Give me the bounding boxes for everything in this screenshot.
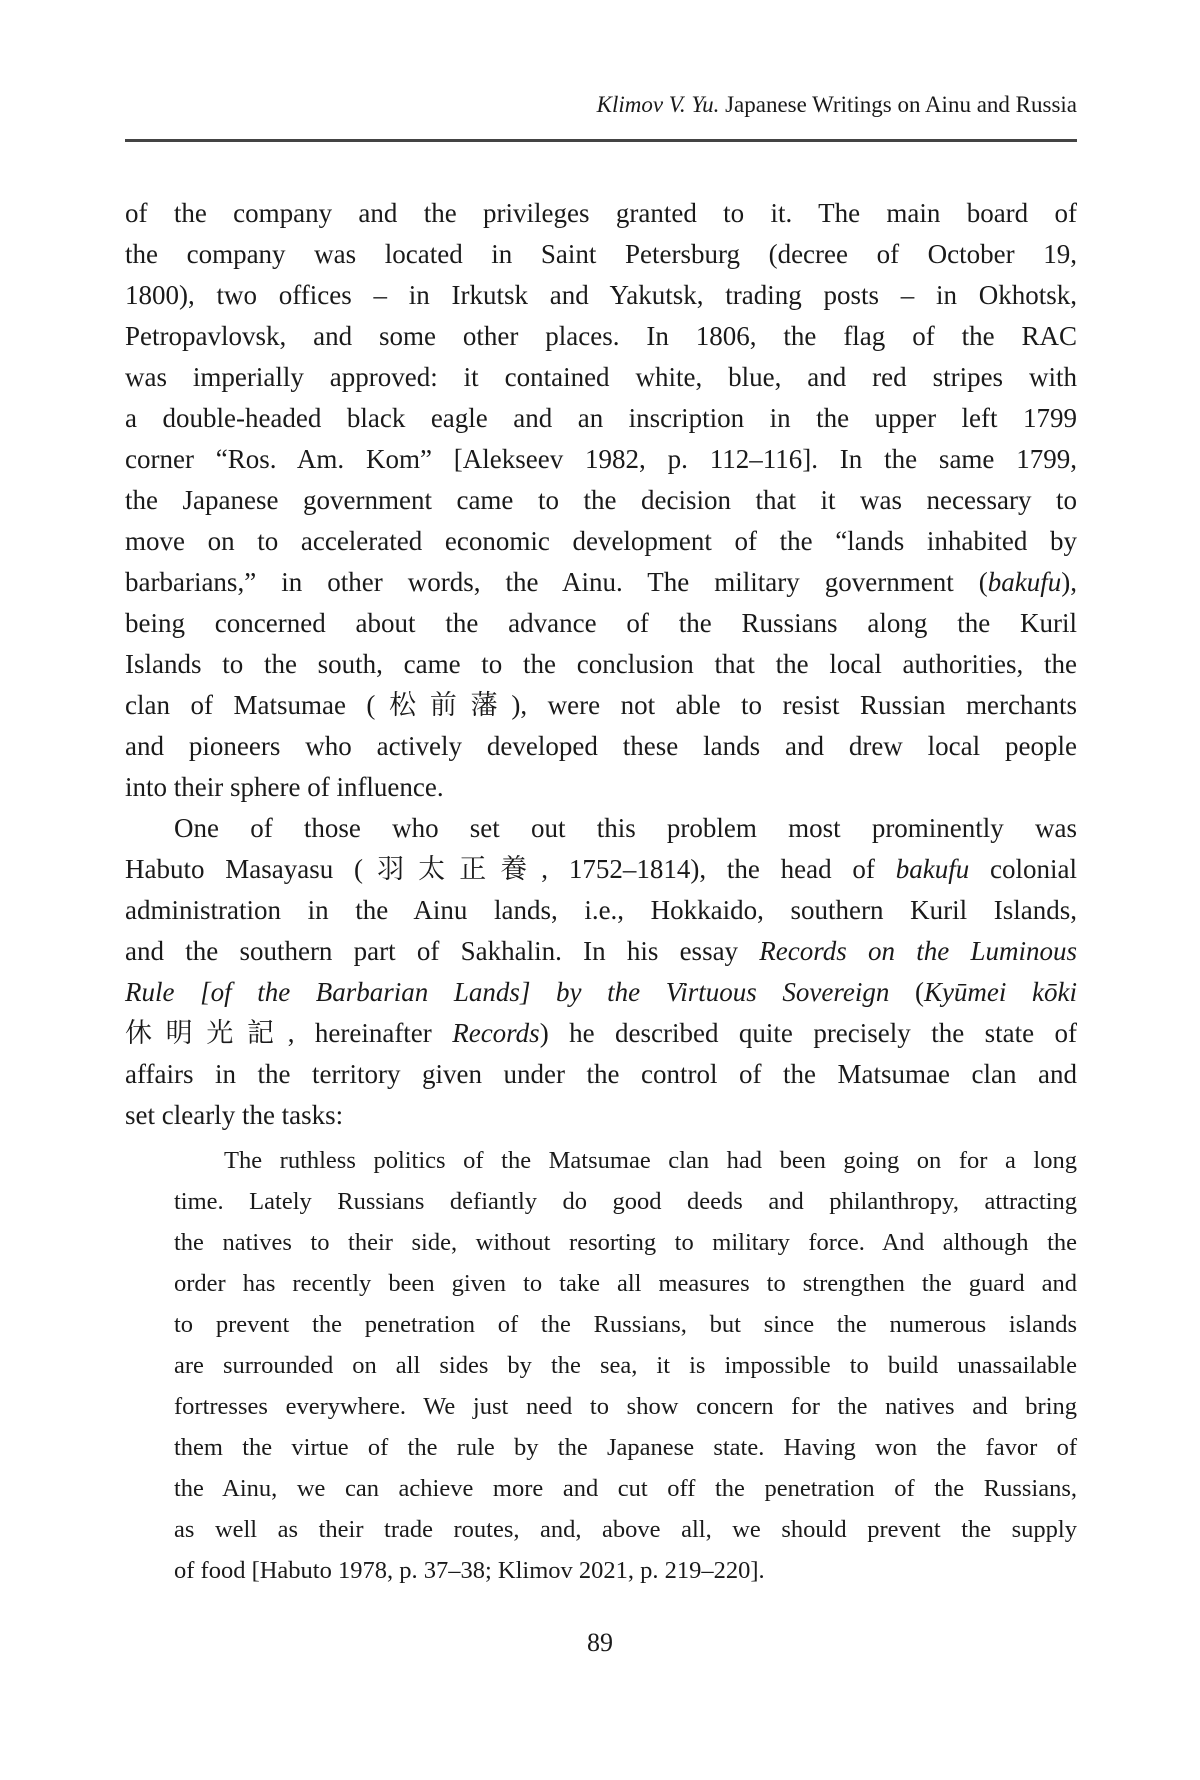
text-line (174, 1386, 1077, 1427)
text-segment: are surrounded on all sides by the sea, it is impossible to build unassailable (174, 1352, 1077, 1379)
header-rule (125, 139, 1077, 142)
text-line (125, 849, 1077, 890)
block-quote (174, 1140, 1077, 1591)
text-segment: to prevent the penetration of the Russians, but since the numerous islands (174, 1311, 1077, 1338)
text-segment: set clearly the tasks: (125, 1100, 344, 1130)
text-line (174, 1345, 1077, 1386)
header-author: Klimov V. Yu. (596, 92, 720, 117)
text-segment: administration in the Ainu lands, i.e., Hokkaido, southern Kuril Islands, (125, 895, 1077, 925)
text-line (174, 1468, 1077, 1509)
text-line (125, 1095, 1077, 1136)
text-segment: clan of Matsumae (松前藩), were not able to resist Russian merchants (125, 690, 1077, 720)
text-segment: a double-headed black eagle and an inscription in the upper left 1799 (125, 403, 1077, 433)
text-line (125, 193, 1077, 234)
italic-text: bakufu (987, 567, 1062, 597)
text-segment: colonial (969, 854, 1077, 884)
italic-text: Records on the Luminous (759, 936, 1077, 966)
text-segment: Islands to the south, came to the conclusion that the local authorities, the (125, 649, 1077, 679)
text-line (174, 1509, 1077, 1550)
text-line (125, 398, 1077, 439)
text-line (125, 1054, 1077, 1095)
page-number: 89 (587, 1628, 613, 1657)
italic-text: Rule [of the Barbarian Lands] by the Virtuous Sovereign (125, 977, 890, 1007)
text-line (174, 1550, 1077, 1591)
text-line (125, 767, 1077, 808)
text-segment: ) he described quite precisely the state of (539, 1018, 1077, 1048)
text-segment: was imperially approved: it contained white, blue, and red stripes with (125, 362, 1077, 392)
text-segment: ( (889, 977, 924, 1007)
text-segment: The ruthless politics of the Matsumae clan had been going on for a long (224, 1147, 1077, 1174)
running-header (125, 92, 1077, 118)
text-line (125, 357, 1077, 398)
text-segment: move on to accelerated economic development of the “lands inhabited by (125, 526, 1077, 556)
italic-text: bakufu (895, 854, 970, 884)
text-line (125, 1013, 1077, 1054)
italic-text: Records (452, 1018, 540, 1048)
text-line (174, 1181, 1077, 1222)
text-line (125, 603, 1077, 644)
text-segment: and pioneers who actively developed these lands and drew local people (125, 731, 1077, 761)
text-segment: the company was located in Saint Petersburg (decree of October 19, (125, 239, 1077, 269)
text-segment: of food [Habuto 1978, p. 37–38; Klimov 2021, p. 219–220]. (174, 1557, 765, 1584)
text-line (125, 644, 1077, 685)
text-segment: Petropavlovsk, and some other places. In 1806, the flag of the RAC (125, 321, 1077, 351)
text-segment: 1800), two offices – in Irkutsk and Yakutsk, trading posts – in Okhotsk, (125, 280, 1077, 310)
text-segment: being concerned about the advance of the Russians along the Kuril (125, 608, 1077, 638)
text-line (125, 234, 1077, 275)
text-segment: affairs in the territory given under the control of the Matsumae clan and (125, 1059, 1077, 1089)
text-line (125, 972, 1077, 1013)
text-line (125, 480, 1077, 521)
text-line (125, 316, 1077, 357)
text-segment: Habuto Masayasu (羽太正養, 1752–1814), the head of (125, 854, 896, 884)
text-segment: the natives to their side, without resorting to military force. And although the (174, 1229, 1077, 1256)
text-line (174, 1222, 1077, 1263)
text-line (125, 521, 1077, 562)
header-title: Japanese Writings on Ainu and Russia (719, 92, 1077, 117)
text-segment: barbarians,” in other words, the Ainu. The military government ( (125, 567, 988, 597)
text-segment: and the southern part of Sakhalin. In his essay (125, 936, 760, 966)
text-segment: them the virtue of the rule by the Japanese state. Having won the favor of (174, 1434, 1077, 1461)
text-segment: 休明光記, hereinafter (125, 1018, 453, 1048)
text-segment: into their sphere of influence. (125, 772, 444, 802)
text-segment: time. Lately Russians defiantly do good deeds and philanthropy, attracting (174, 1188, 1077, 1215)
text-segment: One of those who set out this problem most prominently was (174, 813, 1077, 843)
text-line (125, 439, 1077, 480)
text-line (125, 562, 1077, 603)
text-segment: the Japanese government came to the decision that it was necessary to (125, 485, 1077, 515)
text-line (174, 1304, 1077, 1345)
text-segment: fortresses everywhere. We just need to show concern for the natives and bring (174, 1393, 1077, 1420)
text-line (125, 275, 1077, 316)
text-line (125, 931, 1077, 972)
text-segment: corner “Ros. Am. Kom” [Alekseev 1982, p. 112–116]. In the same 1799, (125, 444, 1077, 474)
text-line (174, 1427, 1077, 1468)
italic-text: Kyūmei kōki (923, 977, 1077, 1007)
text-line (174, 1140, 1077, 1181)
text-line (125, 808, 1077, 849)
text-segment: of the company and the privileges granted to it. The main board of (125, 198, 1077, 228)
text-segment: ), (1061, 567, 1077, 597)
text-segment: as well as their trade routes, and, above all, we should prevent the supply (174, 1516, 1077, 1543)
text-segment: the Ainu, we can achieve more and cut off the penetration of the Russians, (174, 1475, 1077, 1502)
text-line (174, 1263, 1077, 1304)
text-segment: order has recently been given to take all measures to strengthen the guard and (174, 1270, 1077, 1297)
text-line (125, 890, 1077, 931)
body-text (125, 193, 1077, 1136)
text-line (125, 685, 1077, 726)
text-line (125, 726, 1077, 767)
